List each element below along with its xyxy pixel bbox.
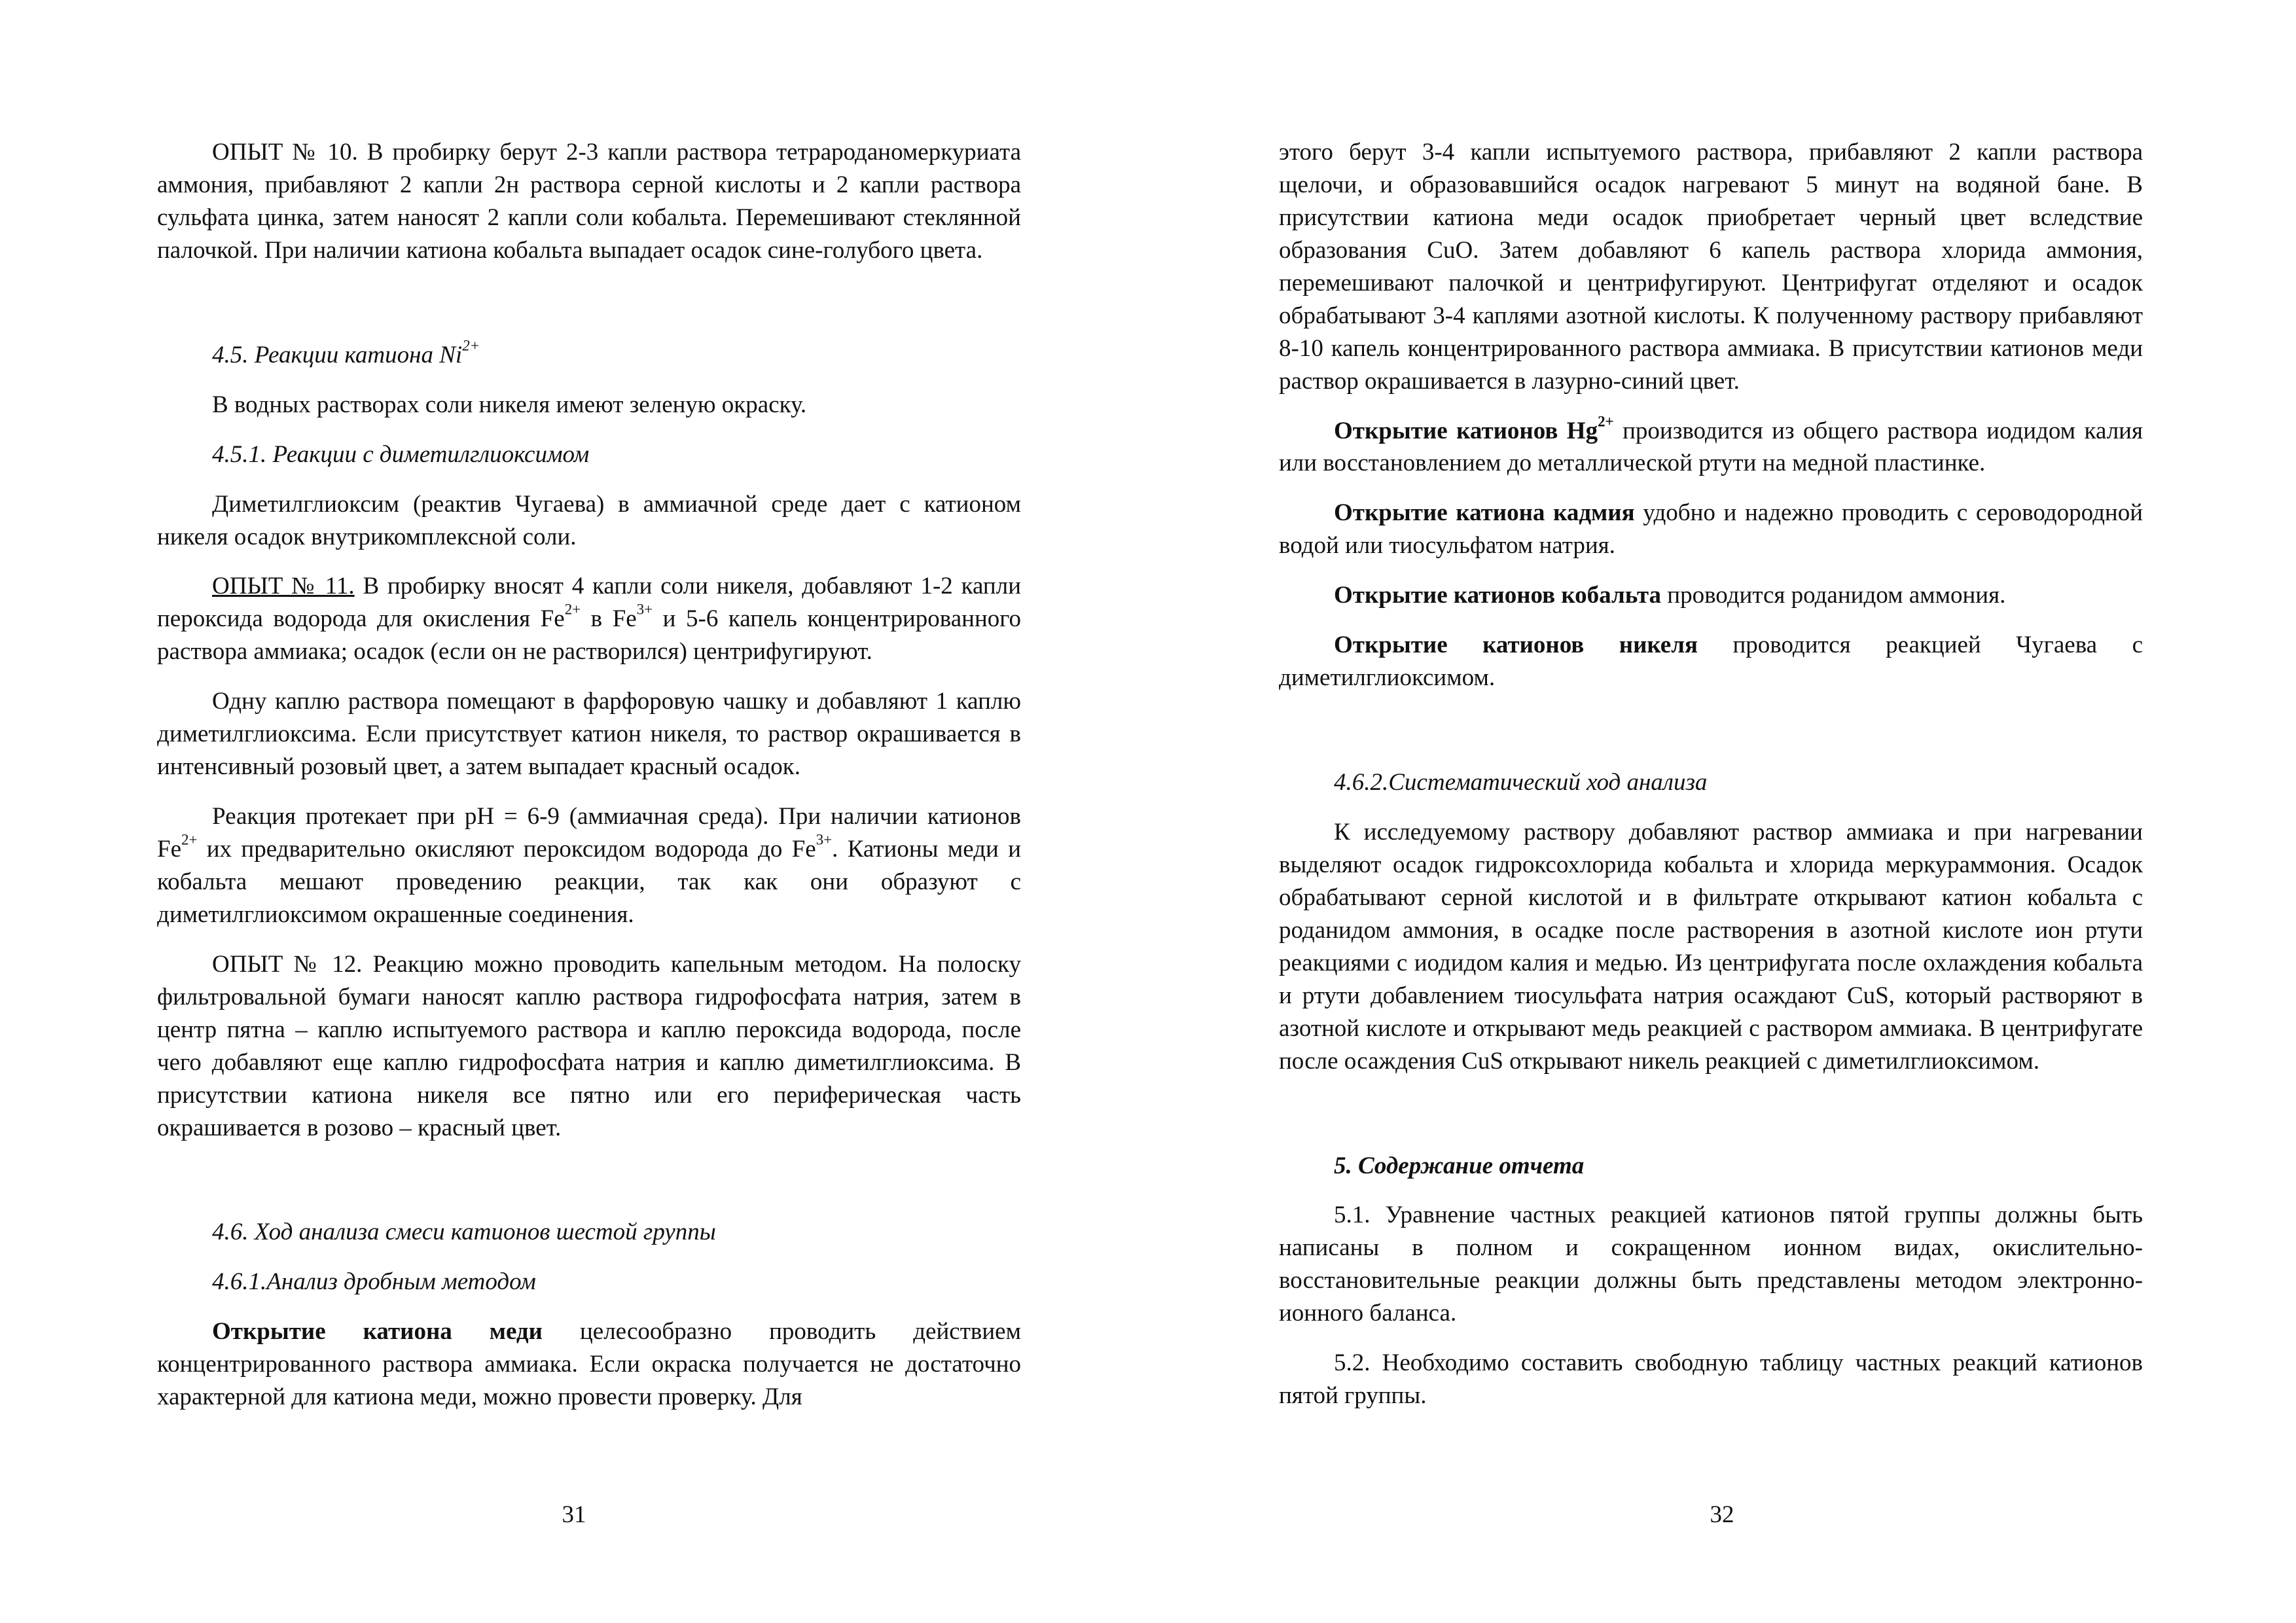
heading-4-6-2: 4.6.2.Систематический ход анализа [1334,769,1708,796]
paragraph-ph: Реакция протекает при pH = 6-9 (аммиачная среда). При наличии катионов $Fe^{2+}$ их предварительно окисляют пероксидом водорода до $Fe^{3+}$. Катионы меди и кобальта мешают проведению реакции, так как они образуют с диметилглиоксимом окрашенные соединения. [157,803,1022,928]
paragraph-experiment-10: ОПЫТ № 10. В пробирку берут 2-3 капли раствора тетрароданомеркуриата аммония, прибавляют 2 капли 2н раствора серной кислоты и 2 капли раствора сульфата цинка, затем наносят 2 капли соли кобальта. Перемешивают стеклянной палочкой. При наличии катиона кобальта выпадает осадок сине-голубого цвета. [157,139,1021,264]
paragraph-nickel-color: В водных растворах соли никеля имеют зеленую окраску. [212,391,807,418]
heading-5: 5. Содержание отчета [1334,1152,1585,1179]
paragraph-systematic-analysis: К исследуемому раствору добавляют раствор аммиака и при нагревании выделяют осадок гидроксохлорида кобальта и хлорида меркураммония. Осадок обрабатывают серной кислотой и в фильтрате открывают катион кобальта с роданидом аммония, в осадке после растворения в азотной кислоте ион ртути реакциями с иодидом калия и медью. Из центрифугата после охлаждения кобальта и ртути добавлением тиосульфата натрия осаждают CuS, который растворяют в азотной кислоте и открывают медь реакцией с раствором аммиака. В центрифугате после осаждения CuS открывают никель реакцией с диметилглиоксимом. [1279,819,2143,1075]
heading-4-6-1: 4.6.1.Анализ дробным методом [212,1268,536,1296]
paragraph-experiment-12: ОПЫТ № 12. Реакцию можно проводить капельным методом. На полоску фильтровальной бумаги наносят каплю раствора гидрофосфата натрия, затем в центр пятна – каплю испытуемого раствора и каплю пероксида водорода, после чего добавляют еще каплю гидрофосфата натрия и каплю диметилглиоксима. В присутствии катиона никеля все пятно или его периферическая часть окрашивается в розово – красный цвет. [157,950,1021,1141]
paragraph-one-drop: Одну каплю раствора помещают в фарфоровую чашку и добавляют 1 каплю диметилглиоксима. Если присутствует катион никеля, то раствор окрашивается в интенсивный розовый цвет, а затем выпадает красный осадок. [157,688,1021,781]
page-number-left: 31 [562,1501,586,1528]
paragraph-5-2: 5.2. Необходимо составить свободную таблицу частных реакций катионов пятой группы. [1279,1349,2143,1410]
heading-4-5: 4.5. Реакции катиона $Ni^{2+}$ [212,337,480,368]
heading-4-6: 4.6. Ход анализа смеси катионов шестой группы [212,1219,716,1246]
experiment-11-label: ОПЫТ № 11. [212,573,355,600]
paragraph-copper-detection: Открытие катиона меди целесообразно проводить действием концентрированного раствора аммиака. Если окраска получается не достаточно характерной для катиона меди, можно провести проверку. Для [157,1318,1021,1411]
paragraph-5-1: 5.1. Уравнение частных реакцией катионов пятой группы должны быть написаны в полном и сокращенном ионном видах, окислительно-восстановительные реакции должны быть представлены методом электронно-ионного баланса. [1279,1202,2143,1327]
paragraph-mercury-detection: Открытие катионов $Hg^{2+}$ производится из общего раствора иодидом калия или восстановлением до металлической ртути на медной пластинке. [1279,413,2143,477]
paragraph-chugaev: Диметилглиоксим (реактив Чугаева) в аммиачной среде дает с катионом никеля осадок внутрикомплексной соли. [157,490,1021,550]
heading-4-5-1: 4.5.1. Реакции с диметилглиоксимом [212,440,590,468]
right-page [1148,0,2296,1623]
left-page-text [157,136,1021,1414]
paragraph-copper-continued: этого берут 3-4 капли испытуемого раствора, прибавляют 2 капли раствора щелочи, и образовавшийся осадок нагревают 5 минут на водяной бане. В присутствии катиона меди осадок приобретает черный цвет вследствие образования CuO. Затем добавляют 6 капель раствора хлорида аммония, перемешивают палочкой и центрифугируют. Центрифугат отделяют и осадок обрабатывают 3-4 каплями азотной кислоты. К полученному раствору прибавляют 8-10 капель концентрированного раствора аммиака. В присутствии катионов меди раствор окрашивается в лазурно-синий цвет. [1279,139,2143,395]
page-number-right: 32 [1710,1501,1734,1528]
paragraph-cadmium-detection: Открытие катиона кадмия удобно и надежно проводить с сероводородной водой или тиосульфатом натрия. [1279,499,2144,560]
paragraph-nickel-detection: Открытие катионов никеля проводится реакцией Чугаева с диметилглиоксимом. [1279,632,2143,692]
paragraph-experiment-11: ОПЫТ № 11. В пробирку вносят 4 капли соли никеля, добавляют 1-2 капли пероксида водорода для окисления $Fe^{2+}$ в $Fe^{3+}$ и 5-6 капель концентрированного раствора аммиака; осадок (если он не растворился) центрифугируют. [157,573,1022,666]
paragraph-cobalt-detection: Открытие катионов кобальта проводится роданидом аммония. [1334,582,2006,609]
right-page-text [1279,136,2143,1412]
